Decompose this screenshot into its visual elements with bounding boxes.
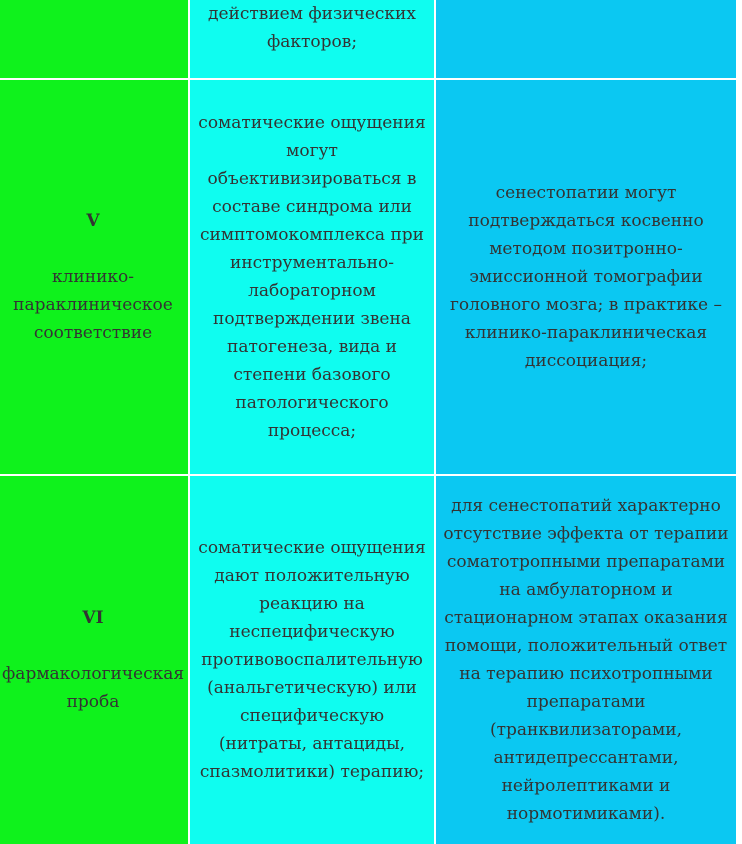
somatic-text: действием физических факторов;: [208, 4, 416, 52]
criterion-cell: [0, 0, 188, 78]
somatic-cell: [190, 80, 434, 474]
table-row: [0, 476, 736, 844]
senestopathy-cell: [436, 476, 736, 844]
senestopathy-text: для сенестопатий характерно отсутствие эффекта от терапии соматотропными препаратами на амбулаторном и стационарном этапах оказания помощи, положительный ответ на терапию психотропными препаратами (транквилизаторами, антидепрессантами, нейролептиками и нормотимиками).: [443, 496, 729, 824]
criterion-numeral: V: [86, 211, 100, 231]
criterion-numeral: VI: [82, 608, 104, 628]
senestopathy-cell: [436, 0, 736, 78]
somatic-cell: [190, 476, 434, 844]
criterion-cell: [0, 80, 188, 474]
criterion-label: фармакологическая проба: [2, 664, 185, 712]
somatic-text: соматические ощущения могут объективизироваться в составе синдрома или симптомокомплекса при инструментально-лабораторном подтверждении звена патогенеза, вида и степени базового патологического процесса;: [198, 113, 426, 441]
table-row: [0, 0, 736, 78]
somatic-cell: [190, 0, 434, 78]
somatic-text: соматические ощущения дают положительную реакцию на неспецифическую противовоспалительную (анальгетическую) или специфическую (нитраты, антациды, спазмолитики) терапию;: [198, 538, 426, 782]
criterion-label: клинико-параклиническое соответствие: [13, 267, 173, 343]
senestopathy-text: сенестопатии могут подтверждаться косвенно методом позитронно-эмиссионной томографии головного мозга; в практике – клинико-параклиническая диссоциация;: [449, 183, 723, 371]
criterion-cell: [0, 476, 188, 844]
senestopathy-cell: [436, 80, 736, 474]
table-row: [0, 80, 736, 474]
